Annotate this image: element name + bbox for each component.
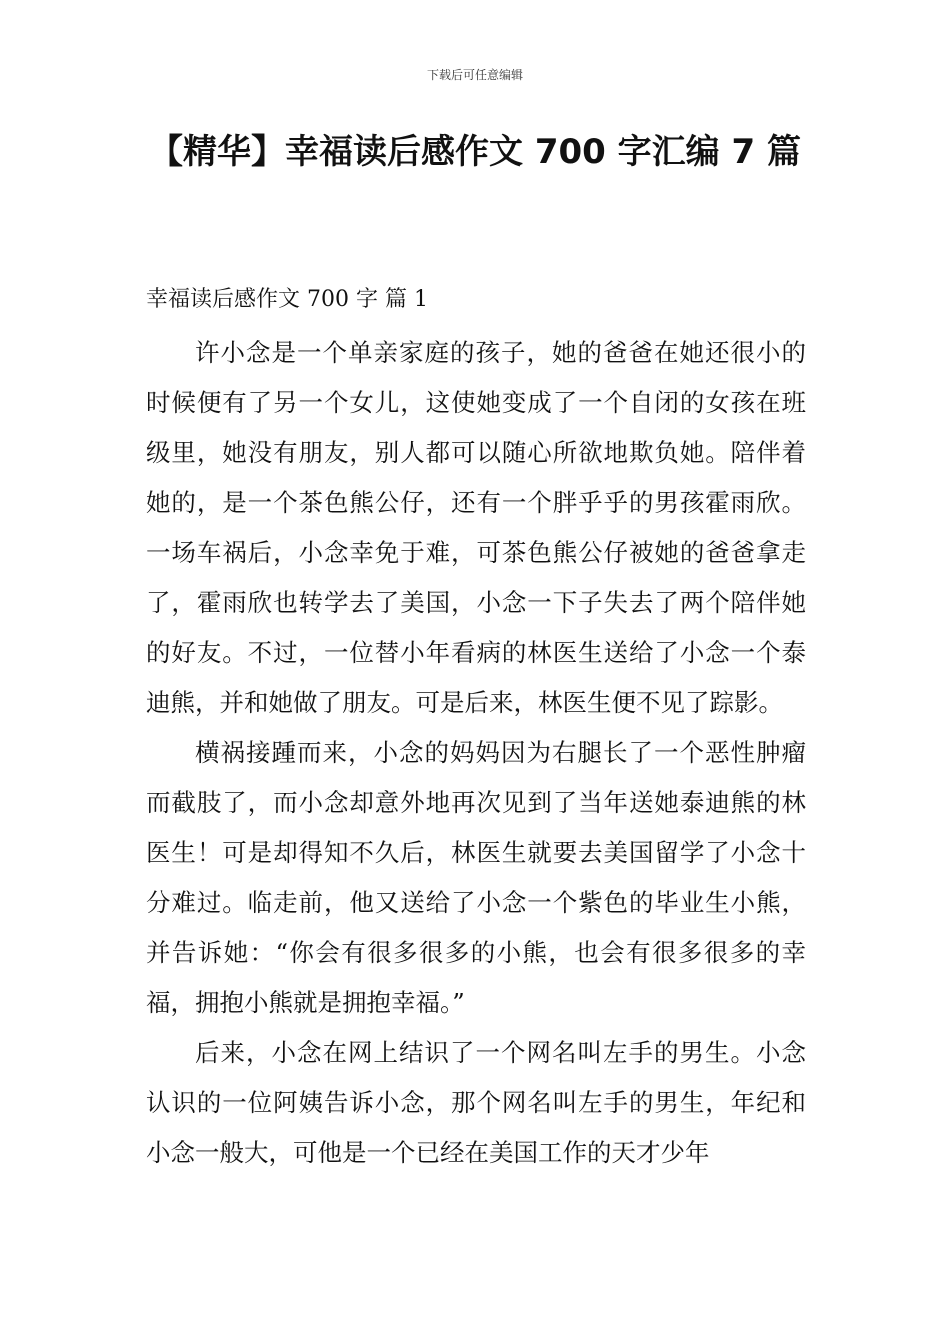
document-body bbox=[146, 280, 806, 1178]
paragraph-2: 横祸接踵而来，小念的妈妈因为右腿长了一个恶性肿瘤而截肢了，而小念却意外地再次见到了当年送她泰迪熊的林医生！可是却得知不久后，林医生就要去美国留学了小念十分难过。临走前，他又送给了小念一个紫色的毕业生小熊，并告诉她：“你会有很多很多的小熊，也会有很多很多的幸福，拥抱小熊就是拥抱幸福。” bbox=[146, 738, 806, 1017]
paragraph-1: 许小念是一个单亲家庭的孩子，她的爸爸在她还很小的时候便有了另一个女儿，这使她变成了一个自闭的女孩在班级里，她没有朋友，别人都可以随心所欲地欺负她。陪伴着她的，是一个茶色熊公仔，还有一个胖乎乎的男孩霍雨欣。一场车祸后，小念幸免于难，可茶色熊公仔被她的爸爸拿走了，霍雨欣也转学去了美国，小念一下子失去了两个陪伴她的好友。不过，一位替小年看病的林医生送给了小念一个泰迪熊，并和她做了朋友。可是后来，林医生便不见了踪影。 bbox=[146, 338, 806, 717]
document-title: 【精华】幸福读后感作文 700 字汇编 7 篇 bbox=[149, 132, 801, 172]
section-heading: 幸福读后感作文 700 字 篇 1 bbox=[146, 287, 428, 312]
header-note: 下载后可任意编辑 bbox=[426, 68, 523, 82]
paragraph-3: 后来，小念在网上结识了一个网名叫左手的男生。小念认识的一位阿姨告诉小念，那个网名叫左手的男生，年纪和小念一般大，可他是一个已经在美国工作的天才少年 bbox=[146, 1038, 806, 1167]
